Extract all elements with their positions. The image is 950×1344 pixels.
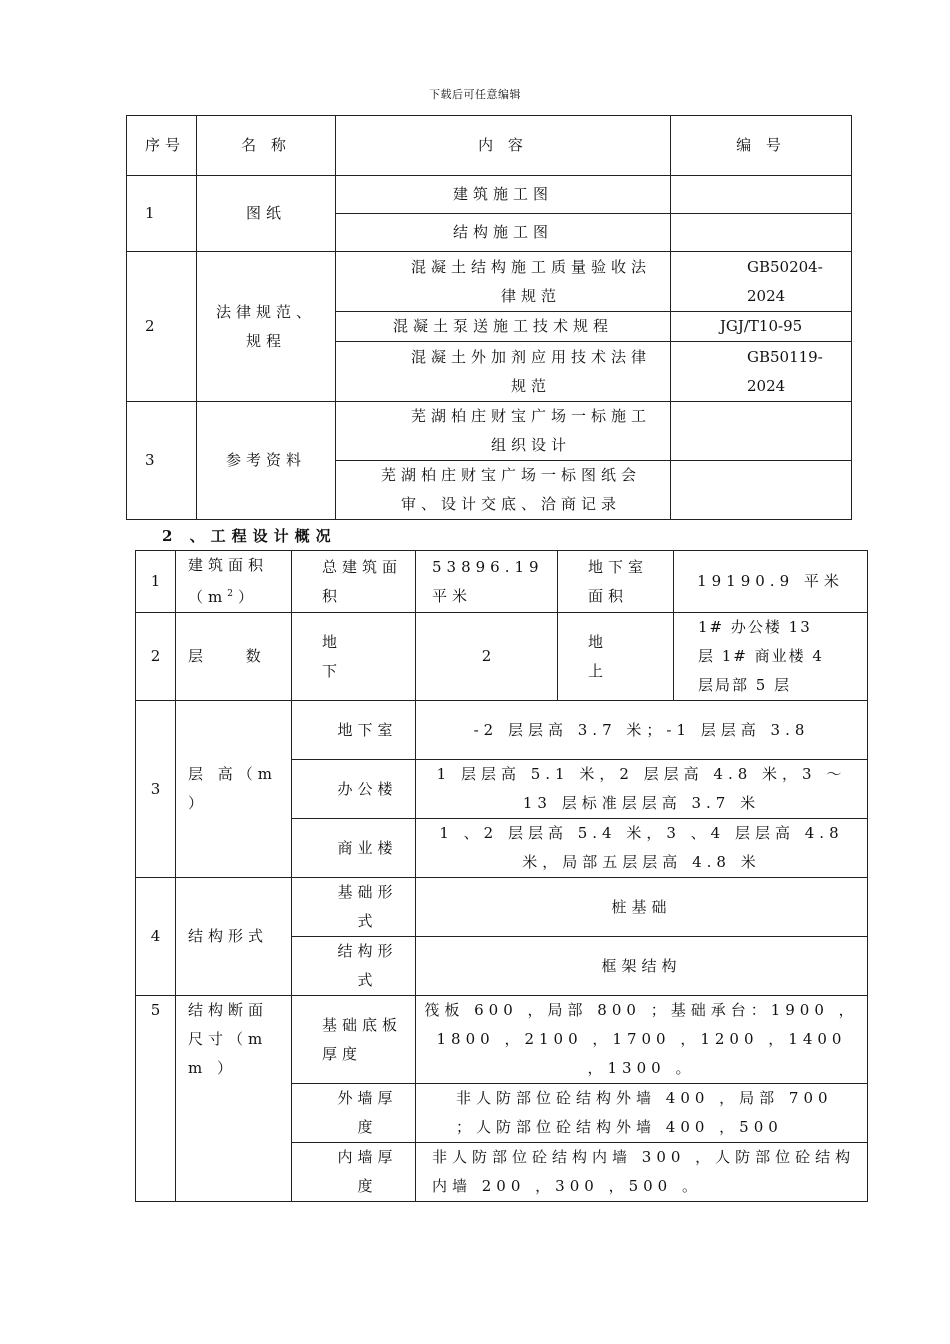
row-code: GB50204-2024 [671,252,852,312]
row-sub: 地下室 [292,701,416,760]
table-row [136,613,868,701]
row-sub: 地上 [558,613,674,701]
row-value: 非人防部位砼结构外墙 400 ，局部 700 ；人防部位砼结构外墙 400 ，500 [416,1084,868,1143]
row-label: 层 高（m ） [176,701,292,878]
table-row [127,252,852,312]
row-name: 参考资料 [197,402,336,520]
row-value: 1 、2 层层高 5.4 米，3 、4 层层高 4.8 米，局部五层层高 4.8 米 [416,819,868,878]
row-seq: 3 [127,402,197,520]
row-value: 筏板 600 ，局部 800 ；基础承台：1900 ，1800 ，2100 ，1700 ，1200 ，1400 ，1300 。 [416,996,868,1084]
row-sub: 地下 [292,613,416,701]
row-seq: 5 [136,996,176,1202]
row-sub: 基础底板厚度 [292,996,416,1084]
row-sub: 外墙厚度 [292,1084,416,1143]
label-sup: 2 [227,589,238,599]
row-code: JGJ/T10-95 [671,312,852,342]
row-content: 建筑施工图 [336,176,671,214]
row-value: 19190.9 平米 [674,551,868,613]
row-code [671,214,852,252]
row-value: 53896.19 平米 [416,551,558,613]
row-value: 桩基础 [416,878,868,937]
row-content: 结构施工图 [336,214,671,252]
row-sub: 总建筑面积 [292,551,416,613]
label-end: ） [237,588,258,606]
row-sub: 基础形式 [292,878,416,937]
row-sub: 办公楼 [292,760,416,819]
row-name: 法律规范、规程 [197,252,336,402]
row-label: 结构断面尺寸（mm ） [176,996,292,1202]
reference-table [126,115,852,520]
table-row [136,551,868,613]
header-name: 名 称 [197,116,336,176]
row-label [176,551,292,613]
design-overview-table [135,550,868,1202]
row-label: 结构形式 [176,878,292,996]
label-text: 建筑面积（m [188,556,269,606]
row-code [671,176,852,214]
row-name: 图纸 [197,176,336,252]
table-row [136,878,868,937]
header-content: 内 容 [336,116,671,176]
page-header: 下载后可任意编辑 [429,88,521,101]
row-seq: 1 [127,176,197,252]
row-seq: 3 [136,701,176,878]
row-sub: 地下室面积 [558,551,674,613]
row-content: 混凝土外加剂应用技术法律规范 [336,342,671,402]
row-sub: 内墙厚度 [292,1143,416,1202]
row-value: 框架结构 [416,937,868,996]
table-header-row [127,116,852,176]
row-content: 混凝土结构施工质量验收法律规范 [336,252,671,312]
row-seq: 2 [136,613,176,701]
row-value: 1 层层高 5.1 米，2 层层高 4.8 米，3 ～13 层标准层层高 3.7 米 [416,760,868,819]
row-seq: 2 [127,252,197,402]
table-row [136,996,868,1084]
row-value: -2 层层高 3.7 米；-1 层层高 3.8 [416,701,868,760]
row-content: 芜湖柏庄财宝广场一标施工组织设计 [336,402,671,461]
row-sub: 商业楼 [292,819,416,878]
row-code [671,402,852,461]
section-title: 2 、工程设计概况 [162,527,337,545]
row-value: 非人防部位砼结构内墙 300 ，人防部位砼结构内墙 200 ，300 ，500 。 [416,1143,868,1202]
table-row [136,701,868,760]
row-value: 2 [416,613,558,701]
row-sub: 结构形式 [292,937,416,996]
row-content: 芜湖柏庄财宝广场一标图纸会审、设计交底、洽商记录 [336,461,671,520]
header-seq: 序号 [127,116,197,176]
table-row [127,402,852,461]
table-row [127,176,852,214]
row-seq: 1 [136,551,176,613]
row-seq: 4 [136,878,176,996]
row-value: 1# 办公楼 13 层 1# 商业楼 4 层局部 5 层 [674,613,868,701]
row-label: 层 数 [176,613,292,701]
header-code: 编 号 [671,116,852,176]
row-code: GB50119-2024 [671,342,852,402]
row-content: 混凝土泵送施工技术规程 [336,312,671,342]
row-code [671,461,852,520]
